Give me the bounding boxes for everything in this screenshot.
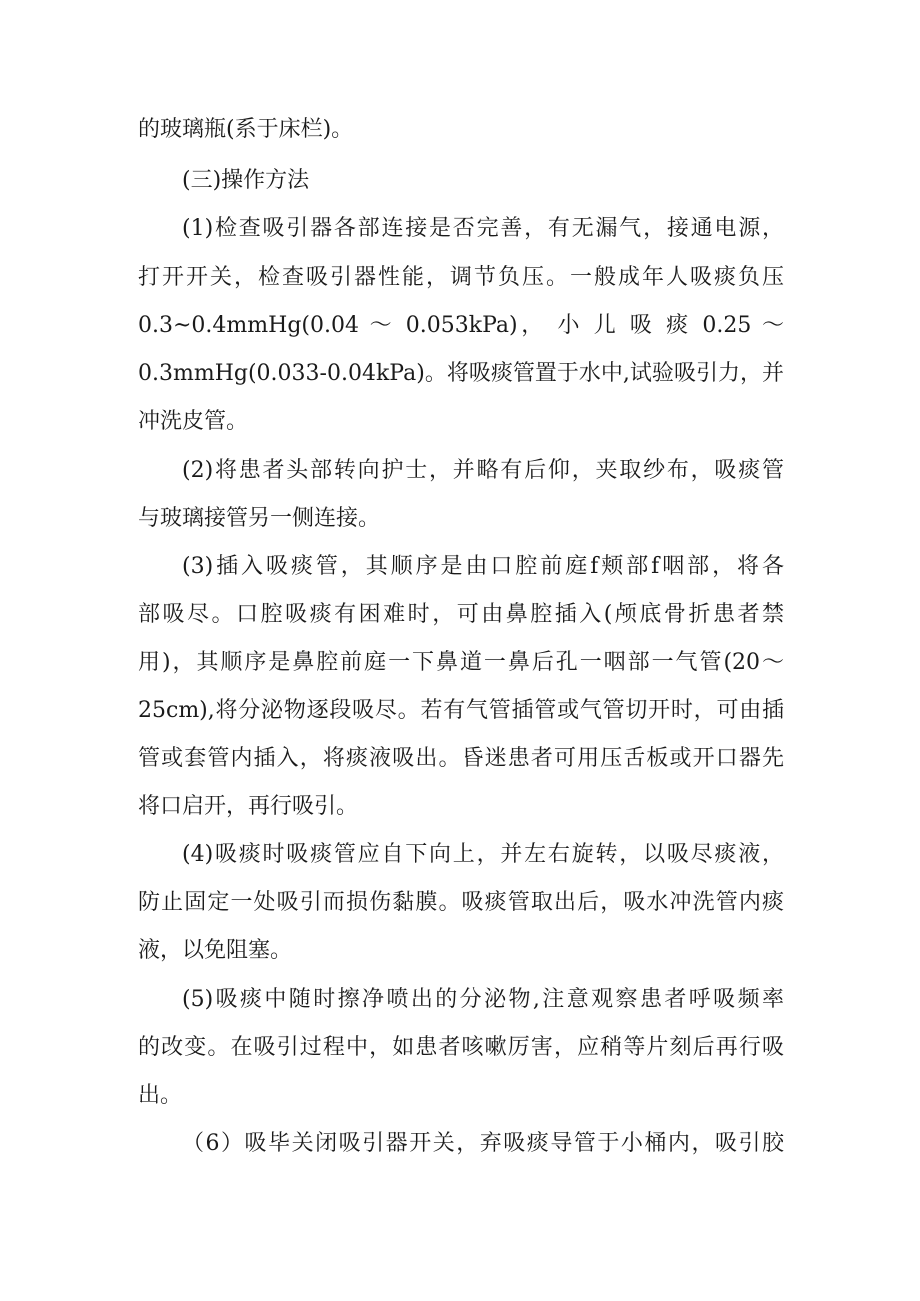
text-line: (2)将患者头部转向护士，并略有后仰，夹取纱布，吸痰管 [182,458,784,483]
text-line: (1)检查吸引器各部连接是否完善，有无漏气，接通电源， [182,216,784,241]
text-line: 与玻璃接管另一侧连接。 [138,506,381,531]
text-line: (5)吸痰中随时擦净喷出的分泌物,注意观察患者呼吸频率 [182,987,784,1012]
text-line: 管或套管内插入，将痰液吸出。昏迷患者可用压舌板或开口器先 [138,746,784,771]
text-line: （6）吸毕关闭吸引器开关，弃吸痰导管于小桶内，吸引胶 [182,1131,784,1156]
text-line: (3)插入吸痰管，其顺序是由口腔前庭f颊部f咽部，将各 [182,554,784,579]
text-line: 用)，其顺序是鼻腔前庭一下鼻道一鼻后孔一咽部一气管(20～ [138,650,784,675]
text-line: 部吸尽。口腔吸痰有困难时，可由鼻腔插入(颅底骨折患者禁 [138,602,784,627]
text-line: 0.3mmHg(0.033-0.04kPa)。将吸痰管置于水中,试验吸引力，并 [138,361,784,386]
text-line: 的改变。在吸引过程中，如患者咳嗽厉害，应稍等片刻后再行吸 [138,1035,784,1060]
text-line: 冲洗皮管。 [138,409,249,434]
text-line: 将口启开，再行吸引。 [138,794,359,819]
text-line: 液，以免阻塞。 [138,938,293,963]
text-line: 出。 [138,1083,183,1108]
text-line: (4)吸痰时吸痰管应自下向上，并左右旋转，以吸尽痰液， [182,842,784,867]
text-line: 的玻璃瓶(系于床栏)。 [138,117,354,142]
text-line: 防止固定一处吸引而损伤黏膜。吸痰管取出后，吸水冲洗管内痰 [138,890,784,915]
section-heading: (三)操作方法 [182,168,310,193]
text-line: 打开开关，检查吸引器性能，调节负压。一般成年人吸痰负压 [138,265,784,290]
text-line: 0.3~0.4mmHg(0.04 ～ 0.053kPa)， 小 儿 吸 痰 0.25 ～ [138,313,784,338]
text-line: 25cm),将分泌物逐段吸尽。若有气管插管或气管切开时，可由插 [138,698,784,723]
